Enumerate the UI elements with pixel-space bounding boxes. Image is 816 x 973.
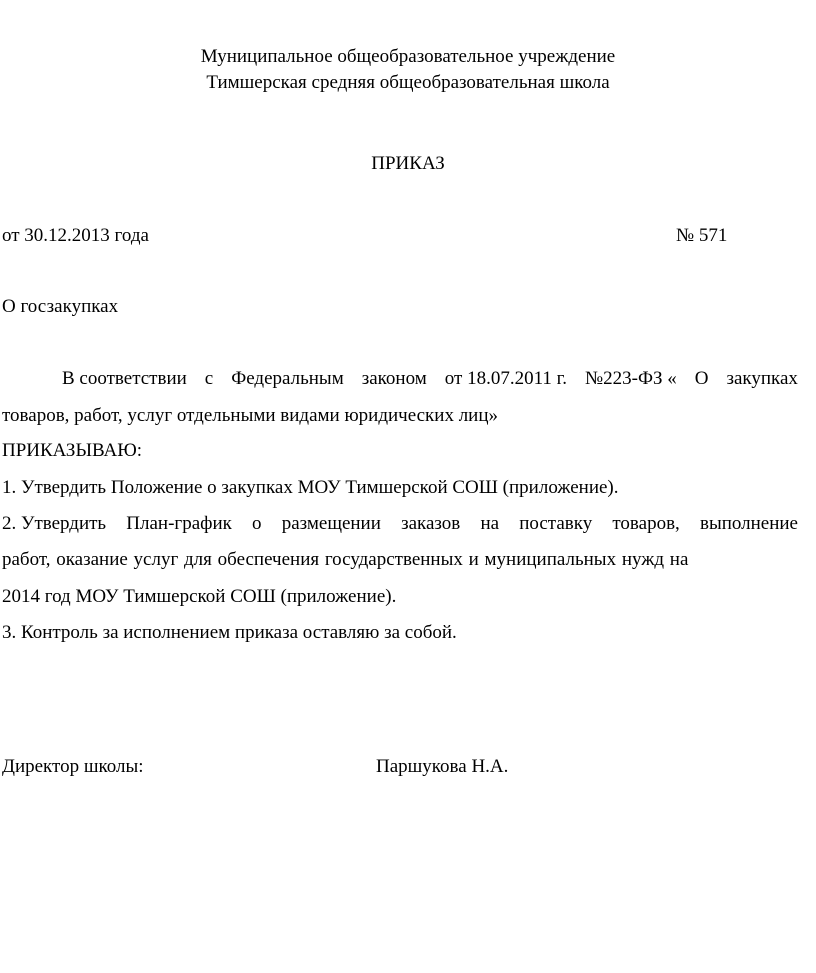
order-number: № 571 — [676, 225, 728, 246]
item-2-word: товаров, — [612, 513, 680, 534]
item-2-word: выполнение — [699, 513, 798, 534]
item-1: 1. Утвердить Положение о закупках МОУ Тимшерской СОШ (приложение). — [2, 477, 619, 498]
preamble-line-2: товаров, работ, услуг отдельными видами юридических лиц» — [2, 405, 499, 426]
item-2-word: заказов — [401, 513, 461, 534]
item-3: 3. Контроль за исполнением приказа оставляю за собой. — [2, 622, 457, 643]
preamble-word: В соответствии — [62, 368, 187, 389]
item-2-line-1 — [2, 514, 798, 533]
item-2-word: План-график — [126, 513, 232, 534]
item-2-word: 2. Утвердить — [2, 513, 107, 534]
preamble-word: №223-ФЗ « — [585, 368, 677, 389]
preamble-word: от 18.07.2011 г. — [444, 368, 568, 389]
preamble-word: Федеральным — [231, 368, 344, 389]
item-2-word: на — [480, 513, 500, 534]
preamble-word: с — [204, 368, 214, 389]
item-2-line-2: работ, оказание услуг для обеспечения государственных и муниципальных нужд на — [2, 549, 689, 570]
item-2-word: поставку — [519, 513, 593, 534]
order-command: ПРИКАЗЫВАЮ: — [2, 440, 143, 461]
item-2-word: о — [252, 513, 262, 534]
order-date: от 30.12.2013 года — [2, 225, 149, 246]
item-2-line-3: 2014 год МОУ Тимшерской СОШ (приложение). — [2, 586, 397, 607]
preamble-word: закупках — [726, 368, 798, 389]
item-2-word: размещении — [281, 513, 381, 534]
preamble-word: законом — [361, 368, 427, 389]
institution-line-1: Муниципальное общеобразовательное учреждение — [200, 46, 616, 67]
preamble-line-1 — [62, 369, 798, 388]
order-title: ПРИКАЗ — [371, 153, 445, 174]
institution-line-2: Тимшерская средняя общеобразовательная школа — [206, 72, 610, 93]
signature-name: Паршукова Н.А. — [376, 756, 509, 777]
preamble-word: О — [694, 368, 709, 389]
order-subject: О госзакупках — [2, 296, 119, 317]
signature-position: Директор школы: — [2, 756, 144, 777]
